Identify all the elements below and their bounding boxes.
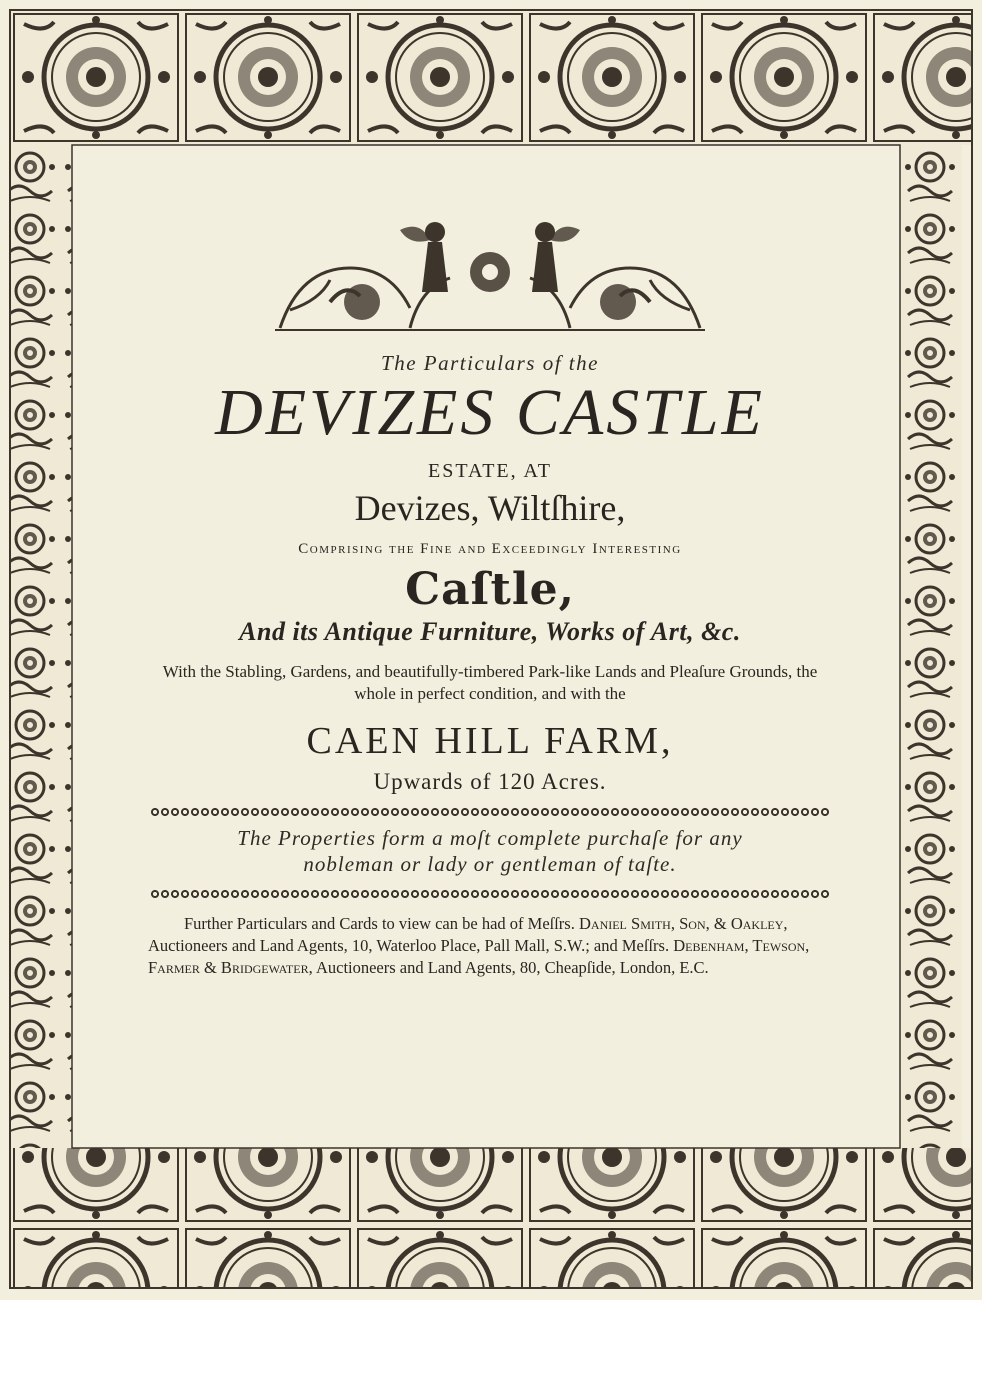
estate-at-line: ESTATE, AT — [428, 460, 552, 482]
farm-heading: CAEN HILL FARM, — [306, 719, 674, 762]
acres-line: Upwards of 120 Acres. — [373, 768, 607, 794]
castle-heading: Caſtle, — [405, 563, 575, 615]
agent-debenham-name: Debenham, Tewson, Farmer & Bridgewater, — [148, 935, 810, 977]
agents-text — [148, 913, 828, 978]
dot-row-divider-icon — [150, 889, 830, 899]
advertisement-content — [140, 200, 840, 1150]
agent-smith-name: Daniel Smith, Son, & Oakley, — [578, 914, 788, 934]
tagline — [140, 825, 840, 878]
agents-part-1: Further Particulars and Cards to view can be had of Meſſrs. — [184, 914, 575, 934]
location-heading: Devizes, Wiltſhire, — [354, 488, 626, 528]
agents-part-2: Auctioneers and Land Agents, 10, Waterloo Place, Pall Mall, S.W.; and Meſſrs. — [148, 935, 670, 955]
tagline-line-2: nobleman or lady or gentleman of taſte. — [303, 851, 677, 876]
estate-name-heading: DEVIZES CASTLE — [215, 376, 765, 449]
dot-row-divider-icon — [150, 807, 830, 817]
stabling-paragraph: With the Stabling, Gardens, and beautifully-timbered Park-like Lands and Pleaſure Grounds, the whole in perfect condition, and with the — [162, 661, 818, 703]
agents-part-3: Auctioneers and Land Agents, 80, Cheapſide, London, E.C. — [315, 957, 709, 977]
tagline-line-1: The Properties form a moſt complete purchaſe for any — [237, 825, 743, 850]
comprising-line: Comprising the Fine and Exceedingly Interesting — [298, 540, 682, 557]
cherub-headpiece-icon — [270, 210, 710, 335]
furniture-line: And its Antique Furniture, Works of Art, &c. — [239, 616, 741, 646]
intro-line: The Particulars of the — [381, 351, 599, 375]
agents-paragraph — [148, 913, 828, 978]
